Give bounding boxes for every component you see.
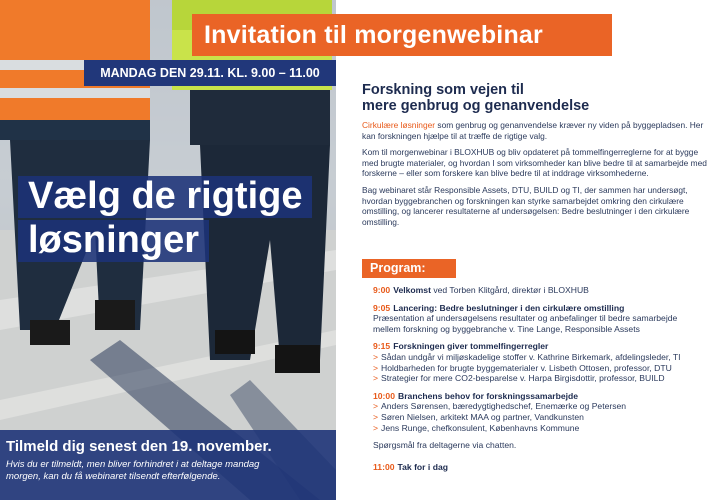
agenda-title: Branchens behov for forskningssamarbejde [397,390,579,401]
intro-subtitle-line-2: mere genbrug og genanvendelse [362,98,590,114]
event-date: MANDAG DEN 29.11. KL. 9.00 – 11.00 [84,60,336,86]
agenda-detail: Præsentation af undersøgelsens resultater og anbefalinger til bedre samarbejde [373,313,678,324]
intro-subtitle-line-1: Forskning som vejen til [362,82,524,98]
agenda-time: 9:00 [373,285,391,295]
intro-section [362,82,712,227]
agenda-title: Velkomst [393,285,431,295]
agenda-bullet: Søren Nielsen, arkitekt MAA og partner, Vandkunsten [381,411,584,422]
bullet-arrow-icon: > [373,422,379,433]
agenda-time: 11:00 [373,462,395,473]
invitation-banner: Invitation til morgenwebinar [192,14,612,56]
signup-note-line-1: Hvis du er tilmeldt, men bliver forhindret i at deltage mandag [6,459,260,470]
intro-paragraph-1-text: som genbrug og genanvendelse kræver ny viden på byggepladsen. Her kan forskningen hjælpe til at træffe de rigtige valg. [362,120,704,141]
intro-paragraph-2: Kom til morgenwebinar i BLOXHUB og bliv opdateret på tommelfingerreglerne for at bygge med brugte materialer, og hvordan I som virksomheder kan blive bedre til at samarbejde med forskerne – eller som forskere kan blive bedre til at inddrage virksomhederne. [362,147,707,179]
signup-deadline: Tilmeld dig senest den 19. november. [6,438,272,455]
intro-highlight: Cirkulære løsninger [362,120,436,130]
agenda-bullet: Jens Runge, chefkonsulent, Københavns Kommune [381,422,580,433]
agenda-time: 10:00 [373,390,395,401]
agenda-item [373,462,713,473]
bullet-arrow-icon: > [373,401,379,412]
agenda-detail: mellem forskning og byggebranche v. Tine Lange, Responsible Assets [373,323,640,334]
agenda-detail: ved Torben Klitgård, direktør i BLOXHUB [430,285,589,295]
signup-note-line-2: morgen, kan du få webinaret tilsendt efterfølgende. [6,471,221,482]
agenda-item [373,303,713,335]
bullet-arrow-icon: > [373,351,379,362]
bullet-arrow-icon: > [373,373,379,384]
agenda-bullet: Anders Sørensen, bæredygtighedschef, Enemærke og Petersen [381,401,627,412]
agenda-time: 9:05 [373,302,391,313]
intro-paragraph-1 [362,120,712,141]
agenda-bullet: Holdbarheden for brugte byggematerialer v. Lisbeth Ottosen, professor, DTU [381,362,672,373]
agenda-item [373,391,713,433]
program-label: Program: [362,259,456,278]
intro-paragraph-3: Bag webinaret står Responsible Assets, DTU, BUILD og TI, der sammen har undersøgt, hvordan byggebranchen og forskningen kan styrke samarbejdet omkring den cirkulære omstilling, og lancerer resultaterne af undersøgelsen: Bedre beslutninger i den cirkulære omstilling. [362,184,690,227]
program-agenda [373,285,713,480]
agenda-time: 9:15 [373,341,391,352]
agenda-title: Lancering: Bedre beslutninger i den cirkulære omstilling [393,302,625,313]
intro-subtitle [362,82,712,114]
agenda-item [373,285,713,296]
agenda-bullet: Sådan undgår vi miljøskadelige stoffer v. Kathrine Birkemark, afdelingsleder, TI [381,351,681,362]
headline [18,176,312,262]
headline-line-2: løsninger [18,220,209,262]
bullet-arrow-icon: > [373,411,379,422]
agenda-bullet: Strategier for mere CO2-besparelse v. Harpa Birgisdottir, professor, BUILD [381,373,665,384]
agenda-title: Tak for i dag [397,462,448,473]
agenda-title: Forskningen giver tommelfingerregler [393,341,549,352]
agenda-item [373,341,713,383]
bullet-arrow-icon: > [373,362,379,373]
headline-line-1: Vælg de rigtige [18,176,312,218]
signup-note [6,459,326,483]
signup-box [0,430,336,500]
questions-note: Spørgsmål fra deltagerne via chatten. [373,440,517,451]
